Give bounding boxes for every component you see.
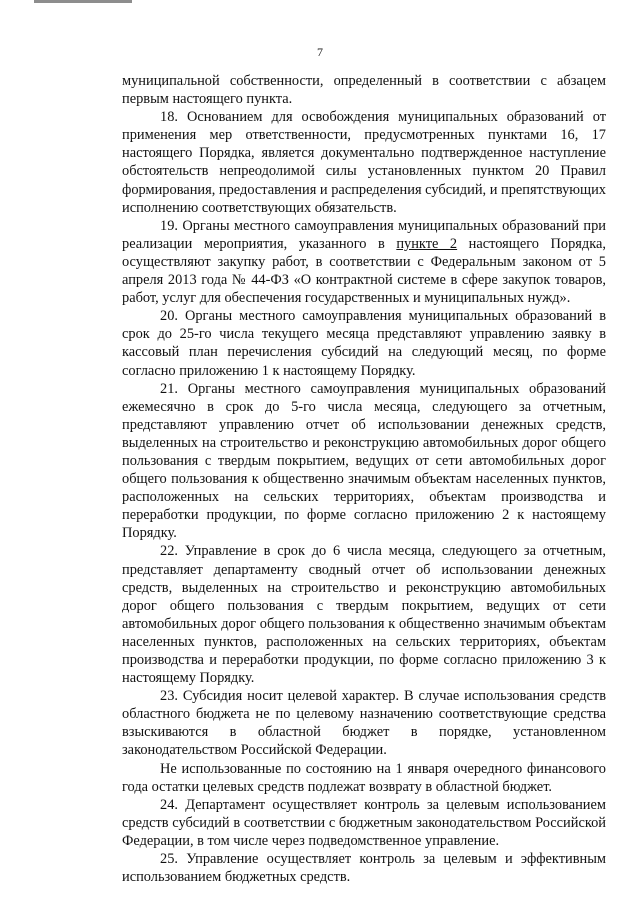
paragraph-19-text-before: 19. Органы местного самоуправления муниципальных образований при реализации мероприятия, указанного в bbox=[122, 217, 606, 252]
paragraph-continuation: муниципальной собственности, определенный в соответствии с абзацем первым настоящего пункта. bbox=[122, 73, 606, 108]
paragraph-23-unused-funds: Не использованные по состоянию на 1 января очередного финансового года остатки целевых средств подлежат возврату в областной бюджет. bbox=[122, 760, 606, 795]
paragraph-23: 23. Субсидия носит целевой характер. В случае использования средств областного бюджета не по целевому назначению соответствующие средства взыскиваются в областной бюджет в порядке, установленном законодательством Российской Федерации. bbox=[122, 688, 606, 759]
scan-edge-mark bbox=[34, 0, 132, 3]
paragraph-19-text-after: настоящего Порядка, осуществляют закупку работ, в соответствии с Федеральным законом от 5 апреля 2013 года № 44-ФЗ «О контрактной системе в сфере закупок товаров, работ, услуг для обеспечения государственных и муниципальных нужд». bbox=[122, 235, 606, 307]
paragraph-18: 18. Основанием для освобождения муниципальных образований от применения мер ответственности, предусмотренных пунктами 16, 17 настоящего Порядка, является документально подтвержденное наступление обстоятельств непреодолимой силы установленных пунктом 20 Правил формирования, предоставления и распределения субсидий, и препятствующих исполнению соответствующих обязательств. bbox=[122, 109, 606, 216]
document-body bbox=[122, 72, 606, 886]
paragraph-24: 24. Департамент осуществляет контроль за целевым использованием средств субсидий в соответствии с бюджетным законодательством Российской Федерации, в том числе через подведомственное управление. bbox=[122, 796, 606, 849]
paragraph-21: 21. Органы местного самоуправления муниципальных образований ежемесячно в срок до 5-го числа месяца, следующего за отчетным, представляют управлению отчет об использовании денежных средств, выделенных на строительство и реконструкцию автомобильных дорог общего пользования с твердым покрытием, ведущих от сети автомобильных дорог общего пользования к общественно значимым объектам населенных пунктов, расположенных на сельских территориях, объектам производства и переработки продукции, по форме согласно приложению 2 к настоящему Порядку. bbox=[122, 380, 606, 542]
paragraph-20: 20. Органы местного самоуправления муниципальных образований в срок до 25-го числа текущего месяца представляют управлению заявку в кассовый план перечисления субсидий на следующий месяц, по форме согласно приложению 1 к настоящему Порядку. bbox=[122, 308, 606, 379]
paragraph-19 bbox=[122, 217, 606, 307]
paragraph-22: 22. Управление в срок до 6 числа месяца, следующего за отчетным, представляет департаменту сводный отчет об использовании денежных средств, выделенных на строительство и реконструкцию автомобильных дорог общего пользования с твердым покрытием, ведущих от сети автомобильных дорог общего пользования к общественно значимым объектам населенных пунктов, расположенных на сельских территориях, объектам производства и переработки продукции, по форме согласно приложению 3 к настоящему Порядку. bbox=[122, 543, 606, 687]
paragraph-19-reference-link: пункте 2 bbox=[396, 235, 458, 252]
paragraph-25: 25. Управление осуществляет контроль за целевым и эффективным использованием бюджетных средств. bbox=[122, 851, 606, 886]
page-number: 7 bbox=[317, 45, 323, 59]
